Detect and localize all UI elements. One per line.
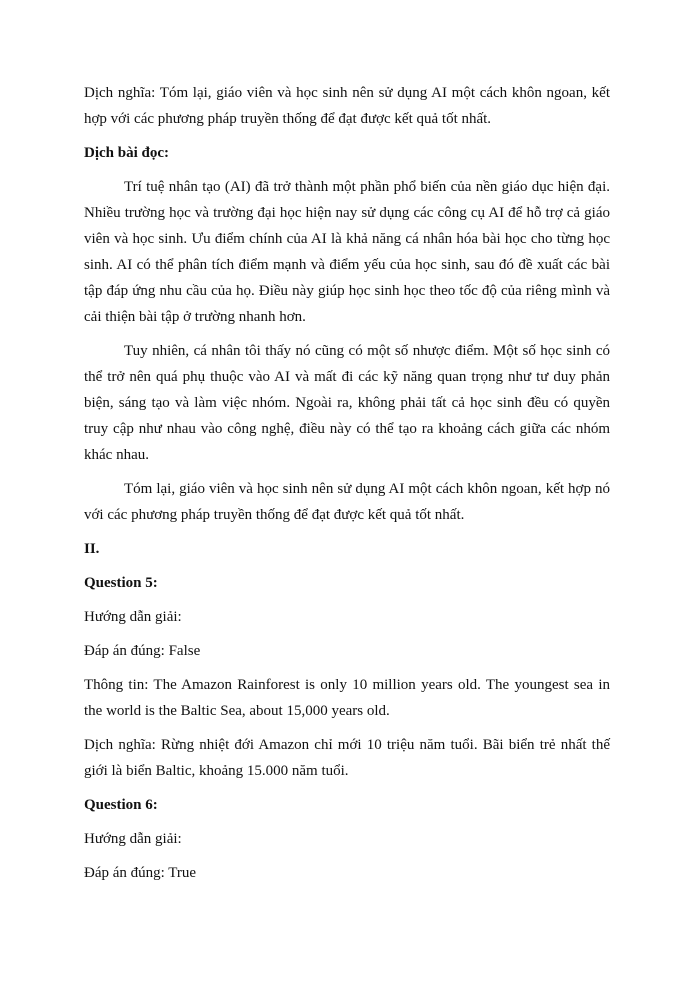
question-5-info: Thông tin: The Amazon Rainforest is only 10 million years old. The youngest sea in the world is the Baltic Sea, about 15,000 years old. — [84, 677, 610, 719]
section-heading-ii: II. — [84, 541, 100, 557]
document-page — [84, 80, 610, 894]
question-5-heading: Question 5: — [84, 575, 158, 591]
reading-paragraph-2: Tuy nhiên, cá nhân tôi thấy nó cũng có một số nhược điểm. Một số học sinh có thể trở nên quá phụ thuộc vào AI và mất đi các kỹ năng quan trọng như tư duy phản biện, sáng tạo và làm việc nhóm. Ngoài ra, không phải tất cả học sinh đều có quyền truy cập như nhau vào công nghệ, điều này có thể tạo ra khoảng cách giữa các nhóm khác nhau. — [84, 343, 610, 463]
reading-paragraph-1: Trí tuệ nhân tạo (AI) đã trở thành một phần phổ biến của nền giáo dục hiện đại. Nhiều trường học và trường đại học hiện nay sử dụng các công cụ AI để hỗ trợ cả giáo viên và học sinh. Ưu điểm chính của AI là khả năng cá nhân hóa bài học cho từng học sinh. AI có thể phân tích điểm mạnh và điểm yếu của học sinh, sau đó đề xuất các bài tập đáp ứng nhu cầu của họ. Điều này giúp học sinh học theo tốc độ của riêng mình và cải thiện bài tập ở trường nhanh hơn. — [84, 179, 610, 325]
question-5-answer: Đáp án đúng: False — [84, 643, 201, 659]
question-5-guide-label: Hướng dẫn giải: — [84, 609, 182, 625]
section-heading-reading-translation: Dịch bài đọc: — [84, 145, 170, 161]
question-6-answer: Đáp án đúng: True — [84, 865, 197, 881]
question-6-heading: Question 6: — [84, 797, 158, 813]
question-5-translation: Dịch nghĩa: Rừng nhiệt đới Amazon chỉ mới 10 triệu năm tuổi. Bãi biển trẻ nhất thế giới là biển Baltic, khoảng 15.000 năm tuổi. — [84, 737, 610, 779]
translation-paragraph: Dịch nghĩa: Tóm lại, giáo viên và học sinh nên sử dụng AI một cách khôn ngoan, kết hợp với các phương pháp truyền thống để đạt được kết quả tốt nhất. — [84, 85, 610, 127]
question-6-guide-label: Hướng dẫn giải: — [84, 831, 182, 847]
reading-paragraph-3: Tóm lại, giáo viên và học sinh nên sử dụng AI một cách khôn ngoan, kết hợp nó với các phương pháp truyền thống để đạt được kết quả tốt nhất. — [84, 481, 610, 523]
